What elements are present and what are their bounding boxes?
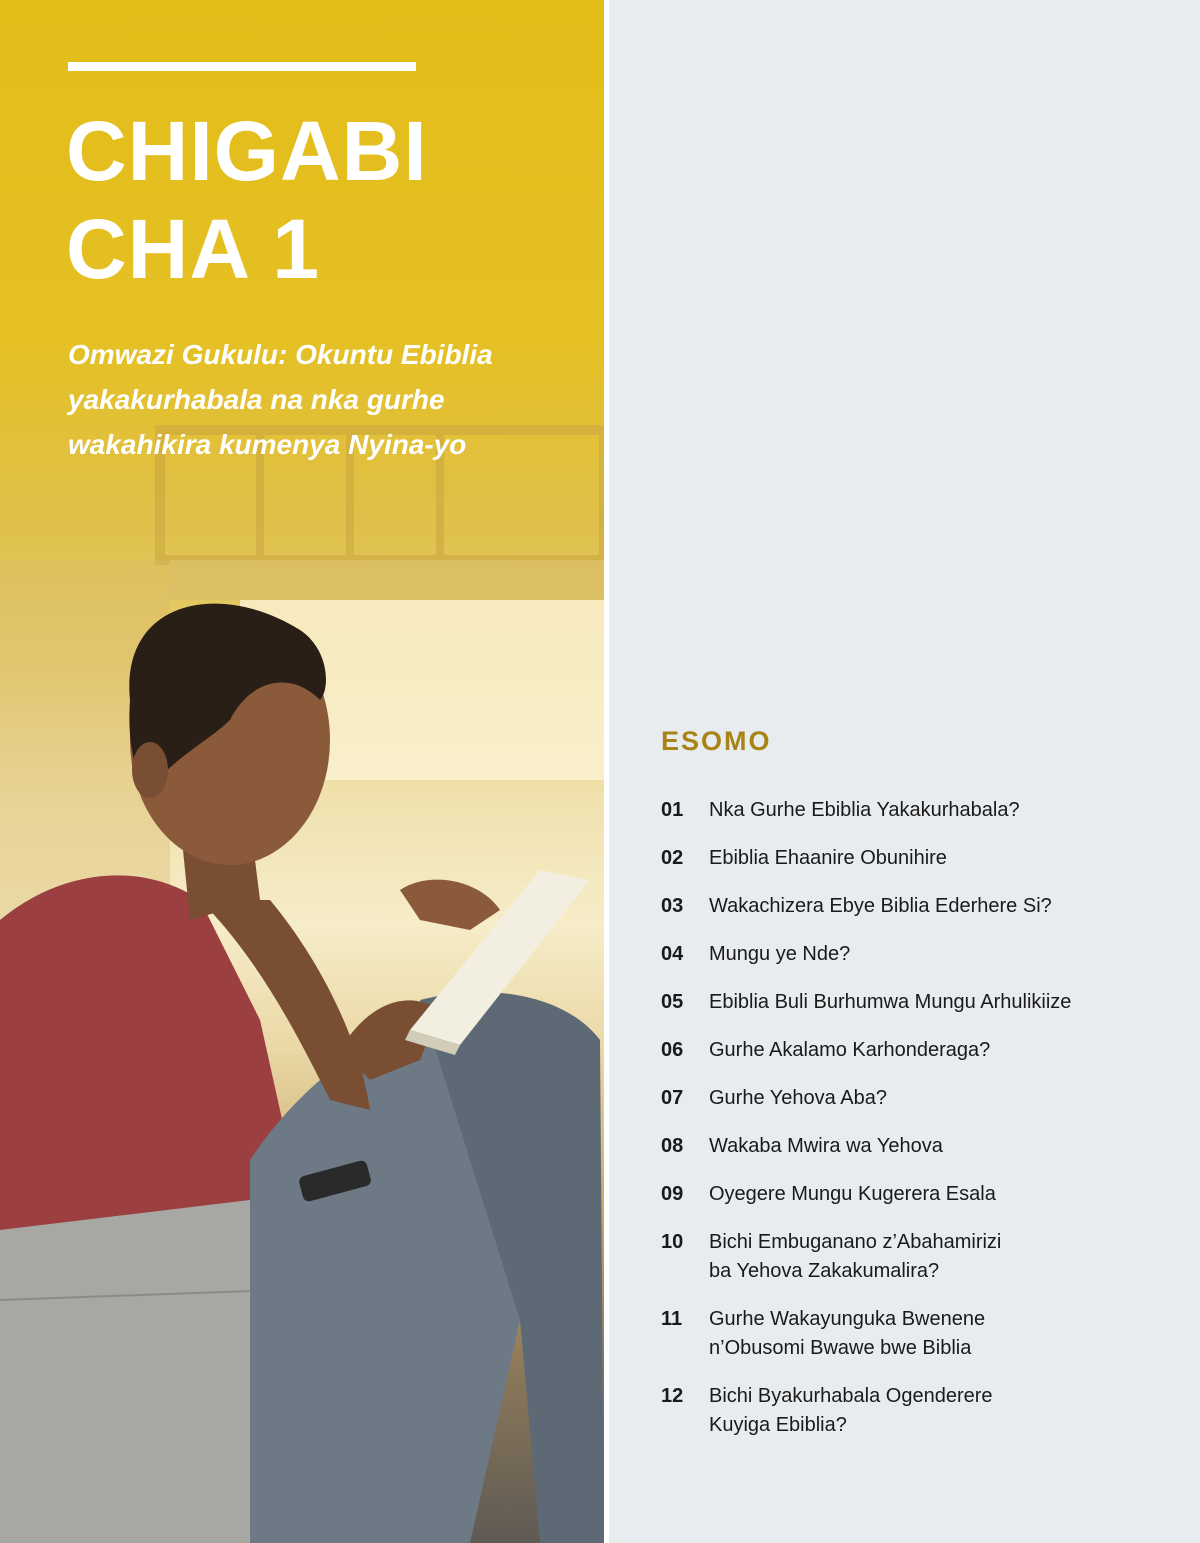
lesson-item[interactable] — [661, 1382, 1181, 1440]
lesson-number: 09 — [661, 1183, 684, 1205]
lesson-title: Oyegere Mungu Kugerera Esala — [709, 1183, 996, 1205]
top-rule — [68, 62, 416, 71]
lesson-item[interactable] — [661, 796, 1181, 825]
chapter-title-line2: CHA 1 — [66, 202, 320, 296]
lesson-number: 06 — [661, 1039, 684, 1061]
lesson-title: Ebiblia Ehaanire Obunihire — [709, 847, 947, 869]
lesson-title: Wakaba Mwira wa Yehova — [709, 1135, 943, 1157]
lesson-number: 12 — [661, 1385, 684, 1407]
lesson-item[interactable] — [661, 940, 1181, 969]
lesson-item[interactable] — [661, 1036, 1181, 1065]
chapter-subtitle: Omwazi Gukulu: Okuntu Ebiblia yakakurhabala na nka gurhe wakahikira kumenya Nyina-yo — [68, 339, 493, 460]
lesson-title: Gurhe Akalamo Karhonderaga? — [709, 1039, 991, 1061]
lesson-title: Bichi Embuganano z’Abahamirizi ba Yehova Zakakumalira? — [709, 1231, 1002, 1282]
lesson-item[interactable] — [661, 1180, 1181, 1209]
lesson-item[interactable] — [661, 892, 1181, 921]
lesson-title: Wakachizera Ebye Biblia Ederhere Si? — [709, 895, 1052, 917]
lesson-number: 10 — [661, 1231, 684, 1253]
lesson-number: 04 — [661, 943, 684, 965]
lesson-number: 02 — [661, 847, 684, 869]
lesson-item[interactable] — [661, 1228, 1181, 1286]
lesson-list — [661, 796, 1181, 1459]
lesson-title: Mungu ye Nde? — [709, 943, 851, 965]
lesson-title: Nka Gurhe Ebiblia Yakakurhabala? — [709, 799, 1020, 821]
chapter-title — [66, 102, 428, 298]
lesson-number: 11 — [661, 1308, 683, 1330]
lesson-item[interactable] — [661, 1305, 1181, 1363]
lesson-number: 01 — [661, 799, 684, 821]
lesson-number: 08 — [661, 1135, 684, 1157]
lesson-title: Ebiblia Buli Burhumwa Mungu Arhulikiize — [709, 991, 1072, 1013]
lesson-number: 03 — [661, 895, 684, 917]
lesson-title: Bichi Byakurhabala Ogenderere Kuyiga Ebiblia? — [709, 1385, 993, 1436]
lesson-item[interactable] — [661, 1132, 1181, 1161]
lesson-item[interactable] — [661, 988, 1181, 1017]
lesson-number: 07 — [661, 1087, 684, 1109]
chapter-title-line1: CHIGABI — [66, 104, 428, 198]
lesson-title: Gurhe Wakayunguka Bwenene n’Obusomi Bwawe bwe Biblia — [709, 1308, 986, 1359]
lesson-number: 05 — [661, 991, 684, 1013]
lesson-item[interactable] — [661, 844, 1181, 873]
lesson-title: Gurhe Yehova Aba? — [709, 1087, 887, 1109]
lesson-item[interactable] — [661, 1084, 1181, 1113]
lessons-heading: ESOMO — [661, 726, 772, 756]
